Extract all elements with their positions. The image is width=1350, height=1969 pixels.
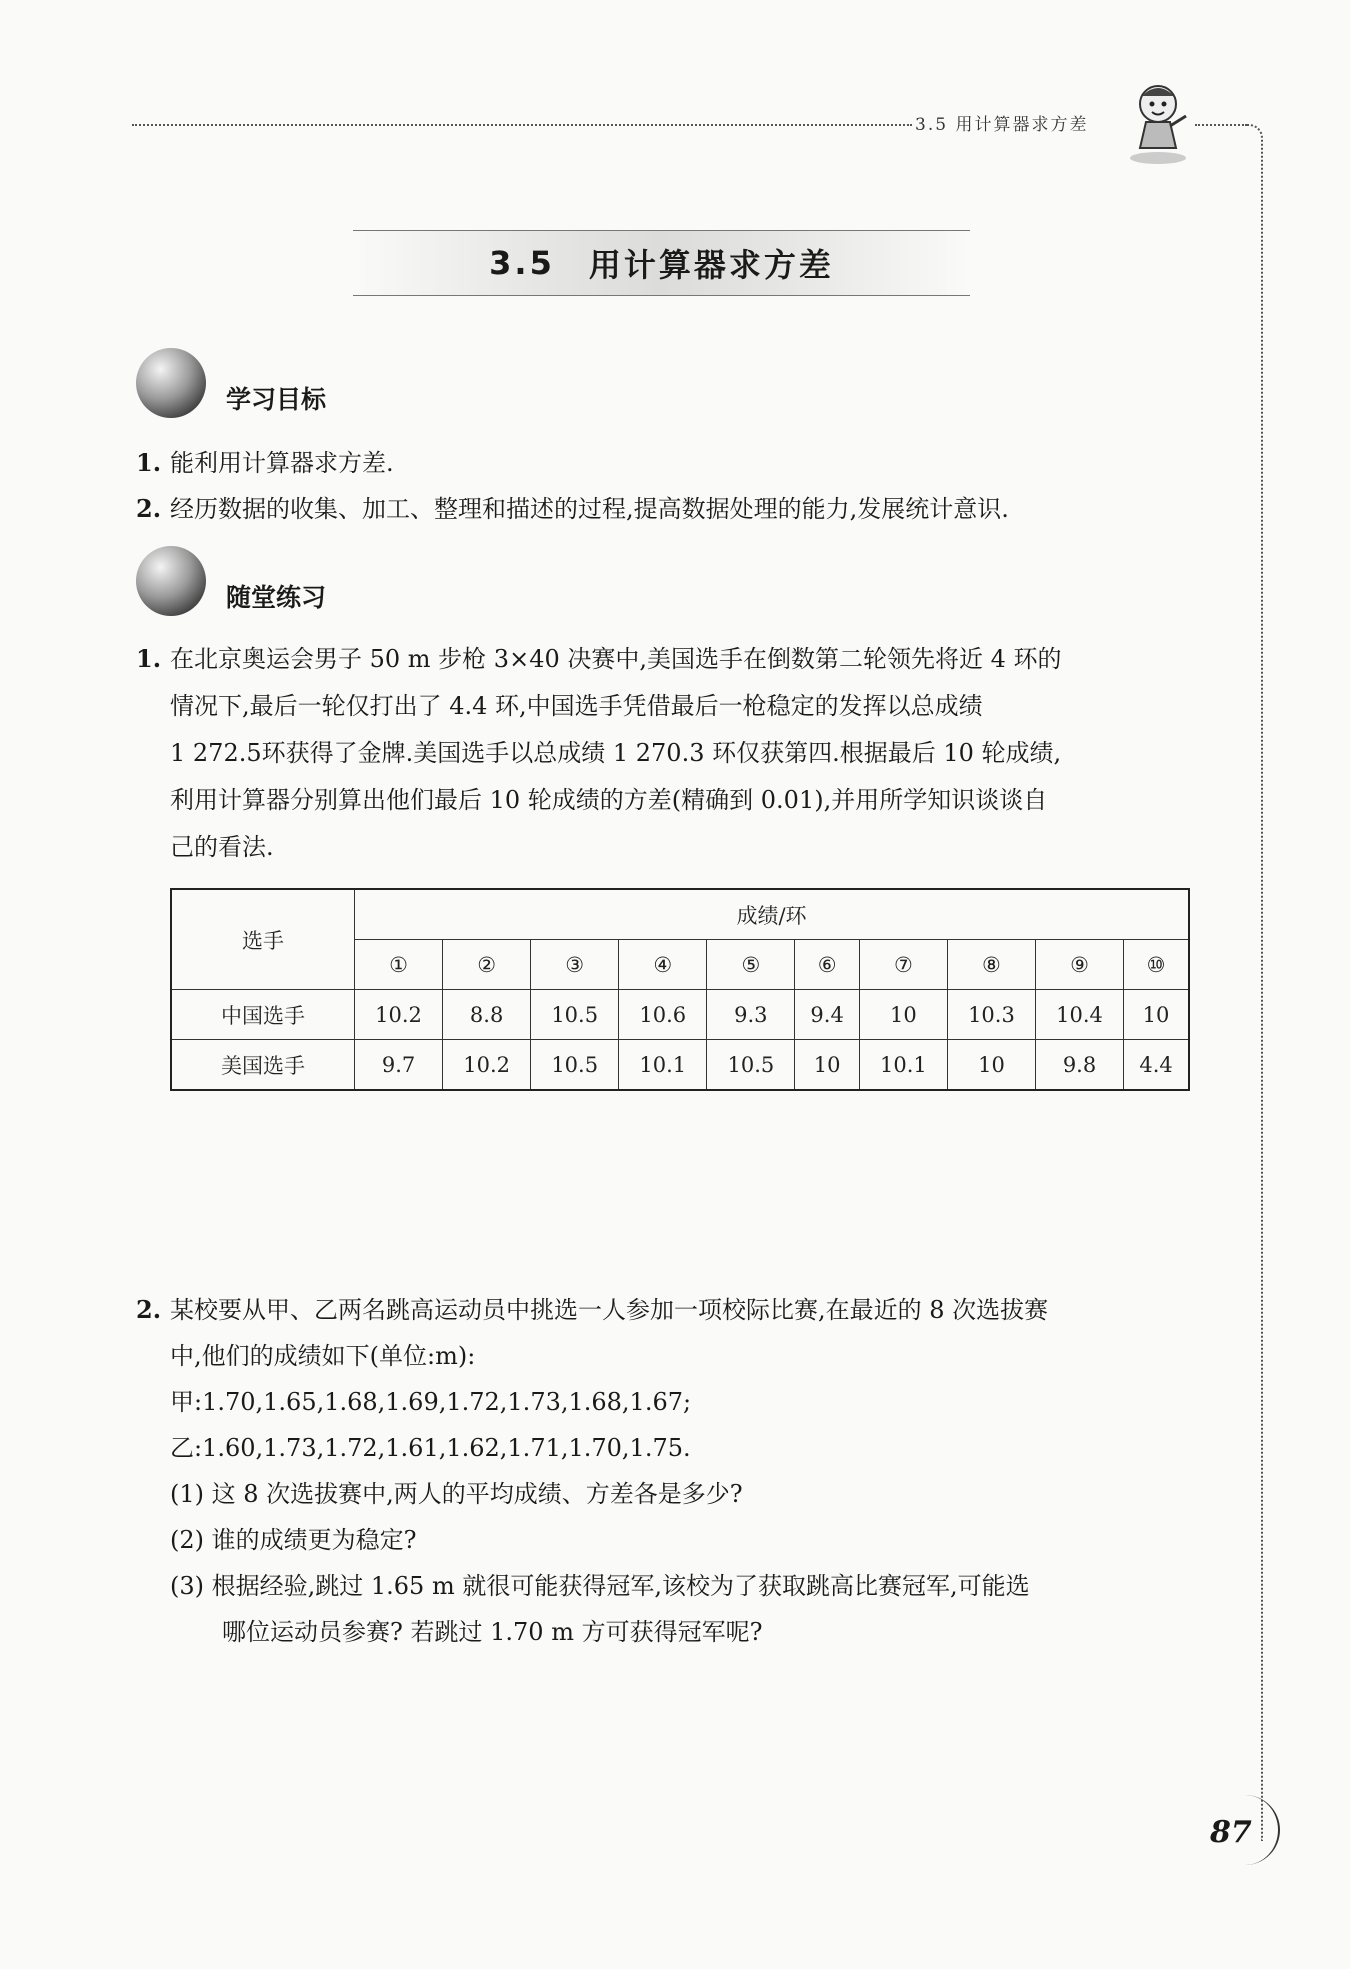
data-line-jia: 甲:1.70,1.65,1.68,1.69,1.72,1.73,1.68,1.67; [170,1388,692,1416]
data-line-yi: 乙:1.60,1.73,1.72,1.61,1.62,1.71,1.70,1.75. [170,1434,691,1462]
question-2-line: 2. 某校要从甲、乙两名跳高运动员中挑选一人参加一项校际比赛,在最近的 8 次选拔赛 [136,1295,1049,1324]
table-cell: 10.1 [859,1040,947,1091]
table-cell: 10 [859,990,947,1040]
table-cell: 10.2 [355,990,443,1040]
table-cell: 9.7 [355,1040,443,1091]
page-number: 87 [1210,1815,1252,1850]
row-label: 中国选手 [171,990,355,1040]
section-title-text: 用计算器求方差 [588,246,834,284]
table-cell: 10.1 [619,1040,707,1091]
table-cell: 9.3 [707,990,795,1040]
column-header: ⑤ [707,940,795,990]
shooting-scores-table [170,888,1190,1091]
column-header: ⑧ [947,940,1035,990]
table-cell: 10.2 [443,1040,531,1091]
column-header: ① [355,940,443,990]
table-cell: 10 [795,1040,859,1091]
row-label: 美国选手 [171,1040,355,1091]
section-number: 3.5 [489,244,555,282]
question-1-line: 利用计算器分别算出他们最后 10 轮成绩的方差(精确到 0.01),并用所学知识谈谈自 [170,786,1048,814]
globe-icon [136,546,206,616]
running-title: 3.5 用计算器求方差 [915,115,1089,135]
sub-question-continued: 哪位运动员参赛? 若跳过 1.70 m 方可获得冠军呢? [222,1618,763,1646]
table-cell: 10.6 [619,990,707,1040]
row-header-cell: 选手 [171,889,355,990]
table-cell: 10.5 [531,1040,619,1091]
column-header: ⑩ [1124,940,1189,990]
table-cell: 10.5 [707,1040,795,1091]
column-header: ⑨ [1035,940,1123,990]
question-1-line: 1. 在北京奥运会男子 50 m 步枪 3×40 决赛中,美国选手在倒数第二轮领先将近 4 环的 [136,644,1062,673]
globe-icon [136,348,206,418]
table-cell: 10.3 [947,990,1035,1040]
column-header: ③ [531,940,619,990]
section-title [353,230,970,296]
group-header-cell: 成绩/环 [355,889,1190,940]
column-header: ② [443,940,531,990]
column-header: ④ [619,940,707,990]
question-2-line: 中,他们的成绩如下(单位:m): [170,1342,476,1370]
table-row [171,990,1189,1040]
header-dotted-rule-right [1195,124,1247,126]
table-cell: 10.4 [1035,990,1123,1040]
goal-item: 1. 能利用计算器求方差. [136,448,394,477]
learning-goals-heading: 学习目标 [226,385,327,414]
column-header: ⑦ [859,940,947,990]
sub-question: (2) 谁的成绩更为稳定? [170,1526,417,1554]
question-1-line: 1 272.5环获得了金牌.美国选手以总成绩 1 270.3 环仅获第四.根据最后 10 轮成绩, [170,739,1062,767]
sub-question: (3) 根据经验,跳过 1.65 m 就很可能获得冠军,该校为了获取跳高比赛冠军,可能选 [170,1572,1030,1600]
page-edge-dotted-border [1247,124,1263,1841]
column-header: ⑥ [795,940,859,990]
table-cell: 8.8 [443,990,531,1040]
question-1-line: 己的看法. [170,833,274,861]
table-cell: 10 [947,1040,1035,1091]
header-dotted-rule [132,124,912,126]
goal-item: 2. 经历数据的收集、加工、整理和描述的过程,提高数据处理的能力,发展统计意识. [136,494,1009,523]
table-cell: 10.5 [531,990,619,1040]
table-cell: 9.4 [795,990,859,1040]
practice-heading: 随堂练习 [226,583,327,612]
table-cell: 4.4 [1124,1040,1189,1091]
cartoon-student-icon [1120,78,1192,166]
table-row [171,1040,1189,1091]
question-1-line: 情况下,最后一轮仅打出了 4.4 环,中国选手凭借最后一枪稳定的发挥以总成绩 [170,692,983,720]
sub-question: (1) 这 8 次选拔赛中,两人的平均成绩、方差各是多少? [170,1480,743,1508]
table-cell: 10 [1124,990,1189,1040]
table-cell: 9.8 [1035,1040,1123,1091]
